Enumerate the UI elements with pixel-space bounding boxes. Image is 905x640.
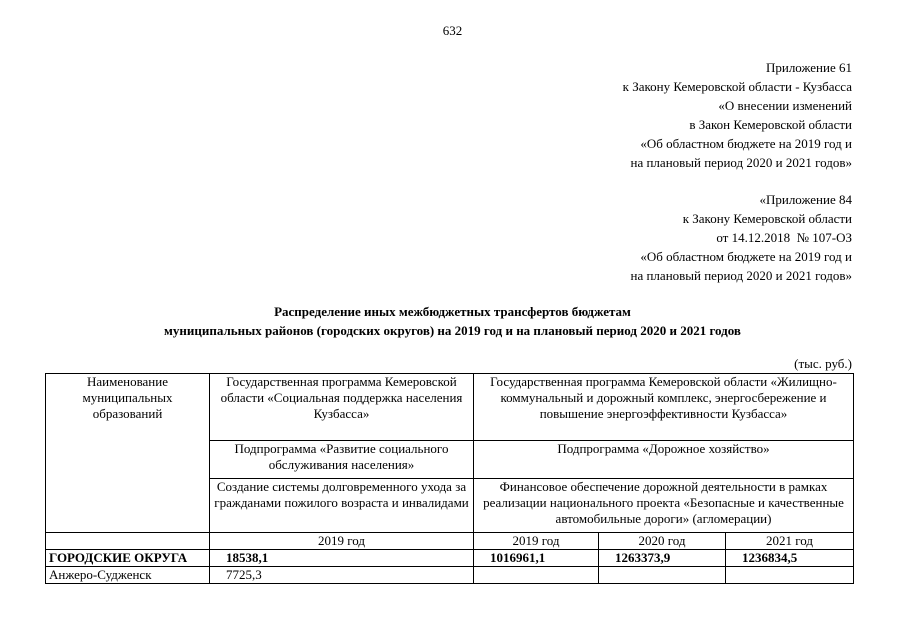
annex-original-line: к Закону Кемеровской области [682,211,852,226]
measure-social-header: Создание системы долговременного ухода за гражданами пожилого возраста и инвалидами [210,479,474,533]
annex-new-line: Приложение 61 [765,60,852,75]
annex-original-line: «Приложение 84 [759,192,852,207]
annex-original-line: «Об областном бюджете на 2019 год и [640,249,852,264]
program-social-header: Государственная программа Кемеровской области «Социальная поддержка населения Кузбасса» [210,374,474,441]
annex-original-line: от 14.12.2018 № 107-ОЗ [716,230,852,245]
document-title-line-1: Распределение иных межбюджетных трансфертов бюджетам [274,304,631,319]
annex-original-block [631,190,853,285]
annex-new-block [623,58,852,172]
municipality-name: Анжеро-Судженск [46,567,210,584]
table-row [46,550,854,567]
value-roads-2020: 1263373,9 [599,550,726,567]
subprogram-social-header: Подпрограмма «Развитие социального обслуживания населения» [210,441,474,479]
annex-new-line: к Закону Кемеровской области - Кузбасса [622,79,852,94]
year-roads-2020: 2020 год [599,533,726,550]
year-roads-2019: 2019 год [474,533,599,550]
transfers-table [45,373,854,584]
year-social-2019: 2019 год [210,533,474,550]
value-roads-2021: 1236834,5 [726,550,854,567]
value-roads-2021 [726,567,854,584]
year-row-empty-cell [46,533,210,550]
value-roads-2019: 1016961,1 [474,550,599,567]
header-row-years [46,533,854,550]
header-row-programs [46,374,854,441]
annex-new-line: в Закон Кемеровской области [689,117,852,132]
program-housing-header: Государственная программа Кемеровской области «Жилищно-коммунальный и дорожный комплекс, энергосбережение и повышение энергоэффективности Кузбасса» [474,374,854,441]
annex-new-line: «Об областном бюджете на 2019 год и [640,136,852,151]
municipality-column-header: Наименование муниципальных образований [46,374,210,533]
value-social-2019: 7725,3 [210,567,474,584]
units-label: (тыс. руб.) [794,356,852,371]
year-roads-2021: 2021 год [726,533,854,550]
page-number: 632 [442,23,463,38]
value-roads-2019 [474,567,599,584]
municipality-name: ГОРОДСКИЕ ОКРУГА [46,550,210,567]
measure-roads-header: Финансовое обеспечение дорожной деятельности в рамках реализации национального проекта «Безопасные и качественные автомобильные дороги» (агломерации) [474,479,854,533]
subprogram-roads-header: Подпрограмма «Дорожное хозяйство» [474,441,854,479]
document-title-line-2: муниципальных районов (городских округов) на 2019 год и на плановый период 2020 и 2021 годов [164,323,741,338]
value-social-2019: 18538,1 [210,550,474,567]
annex-original-line: на плановый период 2020 и 2021 годов» [630,268,852,283]
annex-new-line: на плановый период 2020 и 2021 годов» [630,155,852,170]
value-roads-2020 [599,567,726,584]
table-row [46,567,854,584]
annex-new-line: «О внесении изменений [718,98,852,113]
